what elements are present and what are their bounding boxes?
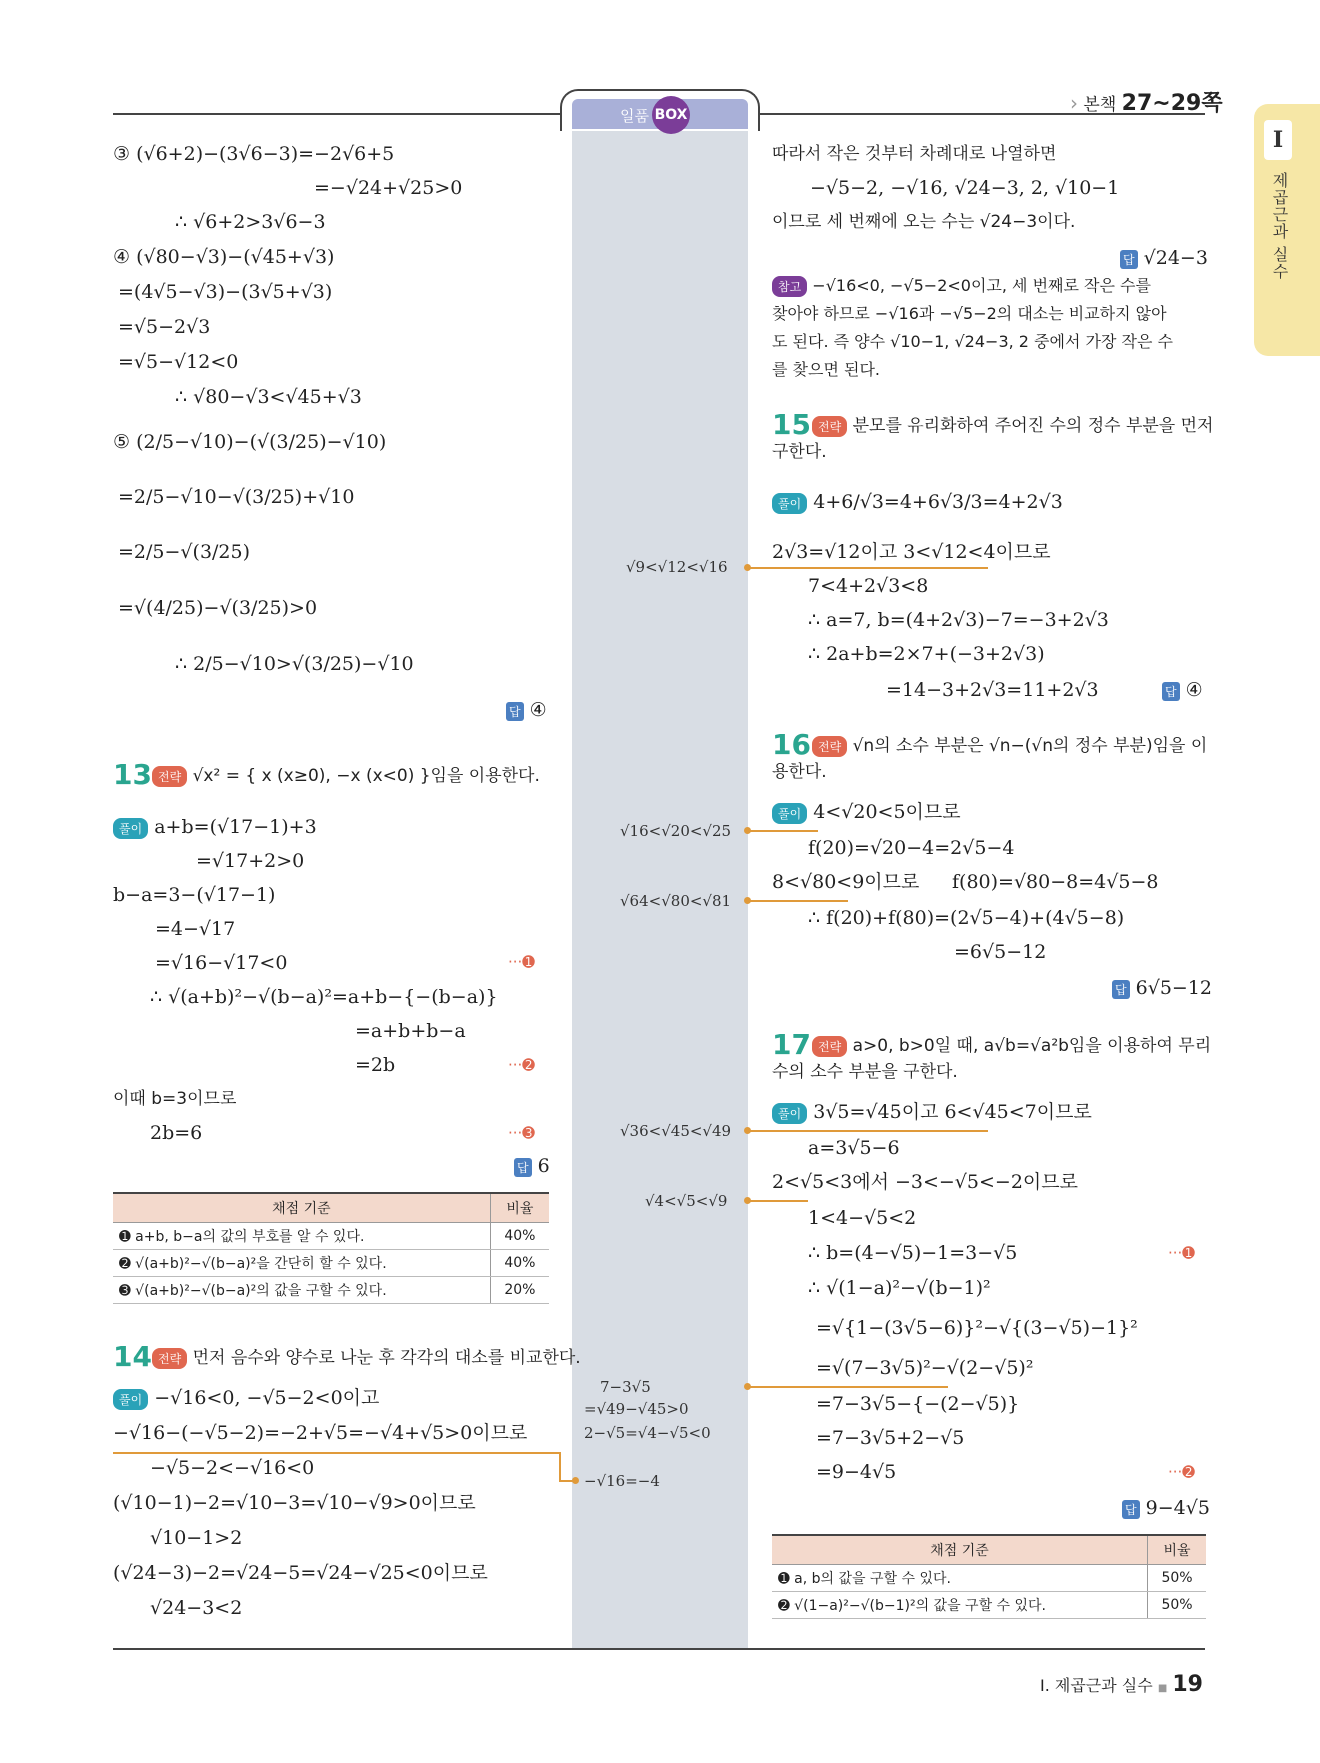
- connector-dot: [744, 827, 751, 834]
- answer-value: ④: [1185, 679, 1203, 701]
- ref-pages: 27~29쪽: [1121, 91, 1223, 116]
- solution-tag: 풀이: [772, 493, 807, 514]
- strategy-text: 수의 소수 부분을 구한다.: [772, 1062, 958, 1082]
- math-line: =−√24+√25>0: [314, 177, 463, 199]
- math-line: 7<4+2√3<8: [808, 575, 929, 597]
- math-line: =√17+2>0: [196, 850, 305, 872]
- step-marker: ···➊: [508, 953, 535, 971]
- solution-line: [113, 1386, 379, 1410]
- text-line: 따라서 작은 것부터 차례대로 나열하면: [772, 144, 1057, 164]
- table-cell: ➊ a, b의 값을 구할 수 있다.: [772, 1565, 1148, 1592]
- math-line: ∴ √80−√3<√45+√3: [175, 386, 362, 408]
- solution-line: [772, 490, 1063, 514]
- math-text: 4<√20<5이므로: [813, 801, 961, 823]
- strategy-tag: 전략: [812, 736, 847, 757]
- reference-line: [772, 274, 1151, 298]
- table-header: 채점 기준: [772, 1535, 1148, 1565]
- solution-tag: 풀이: [772, 1103, 807, 1124]
- strategy: [812, 414, 1213, 438]
- ref-text: 본책: [1083, 95, 1117, 115]
- math-line: =√{1−(3√5−6)}²−√{(3−√5)−1}²: [816, 1317, 1138, 1339]
- strategy-text: 분모를 유리화하여 주어진 수의 정수 부분을 먼저: [852, 416, 1214, 436]
- footer-separator: ■: [1157, 1683, 1168, 1694]
- table-cell: ➊ a+b, b−a의 값의 부호를 알 수 있다.: [113, 1223, 490, 1250]
- connector-dot: [744, 897, 751, 904]
- math-line: −√16−(−√5−2)=−2+√5=−√4+√5>0이므로: [113, 1422, 528, 1444]
- strategy-text: a>0, b>0일 때, a√b=√a²b임을 이용하여 무리: [852, 1036, 1212, 1056]
- chapter-title: 제곱근과 실수: [1270, 172, 1289, 281]
- math-line: =14−3+2√3=11+2√3: [886, 679, 1099, 701]
- connector-dot: [744, 1197, 751, 1204]
- strategy: [812, 1034, 1211, 1058]
- box-note: 7−3√5: [600, 1378, 651, 1396]
- problem-number: 15: [772, 408, 811, 441]
- math-line: ④ (√80−√3)−(√45+√3): [113, 246, 335, 268]
- table-header: 비율: [490, 1193, 549, 1223]
- table-header: 비율: [1148, 1535, 1206, 1565]
- table-cell: ➌ √(a+b)²−√(b−a)²의 값을 구할 수 있다.: [113, 1277, 490, 1304]
- math-line: ∴ √(1−a)²−√(b−1)²: [808, 1277, 991, 1299]
- answer: [1122, 1496, 1210, 1520]
- math-line: ∴ √6+2>3√6−3: [175, 211, 326, 233]
- strategy-text: 용한다.: [772, 762, 827, 782]
- table-cell: ➋ √(a+b)²−√(b−a)²을 간단히 할 수 있다.: [113, 1250, 490, 1277]
- reference-text: −√16<0, −√5−2<0이고, 세 번째로 작은 수를: [812, 276, 1151, 295]
- step-marker: ···➋: [508, 1056, 535, 1074]
- math-line: ∴ 2/5−√10>√(3/25)−√10: [175, 653, 414, 675]
- connector-line: [559, 1452, 561, 1482]
- answer: [506, 698, 547, 722]
- math-line: =9−4√5: [816, 1461, 897, 1483]
- answer: [1112, 976, 1212, 1000]
- math-line: =6√5−12: [954, 941, 1047, 963]
- connector-line: [748, 900, 848, 902]
- answer: [1120, 246, 1208, 270]
- math-line: ③ (√6+2)−(3√6−3)=−2√6+5: [113, 143, 395, 165]
- answer-value: 9−4√5: [1145, 1497, 1210, 1519]
- connector-line: [113, 1452, 561, 1454]
- math-text: 3√5=√45이고 6<√45<7이므로: [813, 1101, 1092, 1123]
- problem-number: 16: [772, 728, 811, 761]
- math-line: 8<√80<9이므로: [772, 871, 920, 893]
- problem-number: 17: [772, 1028, 811, 1061]
- box-note: −√16=−4: [584, 1472, 660, 1490]
- math-line: =(4√5−√3)−(3√5+√3): [118, 281, 333, 303]
- math-line: =2b: [355, 1054, 396, 1076]
- strategy-text: √x² = { x (x≥0), −x (x<0) }임을 이용한다.: [192, 766, 540, 786]
- text-line: 이므로 세 번째에 오는 수는 √24−3이다.: [772, 212, 1076, 232]
- math-text: a+b=(√17−1)+3: [154, 816, 317, 838]
- page-number: 19: [1172, 1672, 1203, 1697]
- answer-mark: 답: [1120, 250, 1138, 269]
- math-line: =7−3√5−{−(2−√5)}: [816, 1393, 1020, 1415]
- table-cell: 40%: [490, 1250, 549, 1277]
- math-line: 2b=6: [150, 1122, 203, 1144]
- math-line: =√16−√17<0: [155, 952, 288, 974]
- strategy: [152, 764, 540, 788]
- table-cell: 40%: [490, 1223, 549, 1250]
- math-line: −√5−2<−√16<0: [150, 1457, 315, 1479]
- answer-mark: 답: [1112, 980, 1130, 999]
- answer-value: √24−3: [1143, 247, 1208, 269]
- answer-value: ④: [529, 699, 547, 721]
- table-header: 채점 기준: [113, 1193, 490, 1223]
- math-text: 4+6/√3=4+6√3/3=4+2√3: [813, 491, 1063, 513]
- math-line: =√(7−3√5)²−√(2−√5)²: [816, 1357, 1034, 1379]
- box-note: √36<√45<√49: [620, 1122, 732, 1140]
- box-column: [572, 129, 748, 1649]
- step-marker: ···➋: [1168, 1463, 1195, 1481]
- reference-line: 찾아야 하므로 −√16과 −√5−2의 대소는 비교하지 않아: [772, 304, 1167, 323]
- answer-value: 6: [537, 1155, 550, 1177]
- box-note: √4<√5<√9: [645, 1192, 728, 1210]
- table-cell: ➋ √(1−a)²−√(b−1)²의 값을 구할 수 있다.: [772, 1592, 1148, 1619]
- solution-tag: 풀이: [113, 1389, 148, 1410]
- math-line: 2<√5<3에서 −3<−√5<−2이므로: [772, 1171, 1078, 1193]
- connector-line: [748, 1386, 948, 1388]
- math-line: 2√3=√12이고 3<√12<4이므로: [772, 541, 1051, 563]
- page-reference: [1070, 86, 1223, 117]
- math-line: ∴ f(20)+f(80)=(2√5−4)+(4√5−8): [808, 907, 1125, 929]
- box-note: √9<√12<√16: [626, 558, 728, 576]
- step-marker: ···➊: [1168, 1244, 1195, 1262]
- math-line: ⑤ (2/5−√10)−(√(3/25)−√10): [113, 431, 387, 453]
- math-line: =2/5−√10−√(3/25)+√10: [118, 486, 355, 508]
- math-line: =4−√17: [155, 918, 236, 940]
- chapter-number: I: [1264, 120, 1292, 160]
- problem-number: 13: [113, 758, 152, 791]
- footer: [1040, 1672, 1203, 1697]
- chevron-right-icon: ›: [1070, 91, 1078, 115]
- connector-line: [748, 567, 988, 569]
- math-line: ∴ 2a+b=2×7+(−3+2√3): [808, 643, 1045, 665]
- table-cell: 50%: [1148, 1565, 1206, 1592]
- solution-tag: 풀이: [113, 818, 148, 839]
- strategy-text: 구한다.: [772, 442, 827, 462]
- box-badge: BOX: [652, 96, 690, 134]
- reference-line: 도 된다. 즉 양수 √10−1, √24−3, 2 중에서 가장 작은 수: [772, 332, 1173, 351]
- table-row: [113, 1223, 549, 1250]
- math-line: f(20)=√20−4=2√5−4: [808, 837, 1015, 859]
- answer: [514, 1154, 550, 1178]
- strategy-tag: 전략: [812, 1036, 847, 1057]
- answer-mark: 답: [514, 1158, 532, 1177]
- footer-chapter: I. 제곱근과 실수: [1040, 1676, 1153, 1695]
- math-line: b−a=3−(√17−1): [113, 884, 276, 906]
- box-note: √64<√80<√81: [620, 892, 732, 910]
- connector-line: [748, 1130, 988, 1132]
- reference-line: 를 찾으면 된다.: [772, 360, 880, 379]
- math-line: f(80)=√80−8=4√5−8: [952, 871, 1159, 893]
- table-cell: 50%: [1148, 1592, 1206, 1619]
- table-row: [113, 1277, 549, 1304]
- math-line: √24−3<2: [150, 1597, 243, 1619]
- answer-mark: 답: [1162, 682, 1180, 701]
- math-line: √10−1>2: [150, 1527, 243, 1549]
- reference-tag: 참고: [772, 276, 807, 297]
- connector-dot: [744, 564, 751, 571]
- connector-line: [748, 1200, 808, 1202]
- solution-line: [772, 1100, 1092, 1124]
- grading-table: [772, 1534, 1206, 1619]
- math-line: (√24−3)−2=√24−5=√24−√25<0이므로: [113, 1562, 488, 1584]
- math-line: =√5−2√3: [118, 316, 211, 338]
- math-line: =√(4/25)−√(3/25)>0: [118, 597, 318, 619]
- grading-table: [113, 1192, 549, 1304]
- answer-mark: 답: [1122, 1500, 1140, 1519]
- math-line: (√10−1)−2=√10−3=√10−√9>0이므로: [113, 1492, 476, 1514]
- answer-mark: 답: [506, 702, 524, 721]
- strategy-tag: 전략: [152, 766, 187, 787]
- math-line: 1<4−√5<2: [808, 1207, 917, 1229]
- math-line: ∴ a=7, b=(4+2√3)−7=−3+2√3: [808, 609, 1109, 631]
- answer-value: 6√5−12: [1135, 977, 1213, 999]
- math-text: −√16<0, −√5−2<0이고: [154, 1387, 380, 1409]
- box-label: 일품: [620, 107, 649, 125]
- step-marker: ···➌: [508, 1124, 535, 1142]
- connector-dot: [744, 1383, 751, 1390]
- solution-line: [772, 800, 961, 824]
- table-row: [113, 1250, 549, 1277]
- table-cell: 20%: [490, 1277, 549, 1304]
- box-note: =√49−√45>0: [584, 1400, 689, 1418]
- solution-line: [113, 815, 317, 839]
- answer: [1162, 678, 1203, 702]
- table-row: [772, 1565, 1206, 1592]
- strategy: [812, 734, 1207, 758]
- math-line: =7−3√5+2−√5: [816, 1427, 965, 1449]
- box-note: √16<√20<√25: [620, 822, 732, 840]
- footer-rule: [113, 1648, 1205, 1650]
- box-note: 2−√5=√4−√5<0: [584, 1424, 711, 1442]
- strategy: [152, 1346, 581, 1370]
- solution-tag: 풀이: [772, 803, 807, 824]
- connector-dot: [744, 1127, 751, 1134]
- problem-number: 14: [113, 1340, 152, 1373]
- strategy-tag: 전략: [152, 1348, 187, 1369]
- strategy-text: 먼저 음수와 양수로 나눈 후 각각의 대소를 비교한다.: [192, 1348, 581, 1368]
- connector-dot: [572, 1477, 579, 1484]
- math-line: −√5−2, −√16, √24−3, 2, √10−1: [810, 177, 1120, 199]
- math-line: =a+b+b−a: [355, 1020, 466, 1042]
- math-line: =√5−√12<0: [118, 351, 239, 373]
- math-line: a=3√5−6: [808, 1137, 900, 1159]
- strategy-text: √n의 소수 부분은 √n−(√n의 정수 부분)임을 이: [852, 736, 1208, 756]
- table-row: [772, 1592, 1206, 1619]
- connector-line: [748, 830, 818, 832]
- strategy-tag: 전략: [812, 416, 847, 437]
- math-line: ∴ b=(4−√5)−1=3−√5: [808, 1242, 1018, 1264]
- text-line: 이때 b=3이므로: [113, 1089, 237, 1109]
- math-line: =2/5−√(3/25): [118, 541, 251, 563]
- math-line: ∴ √(a+b)²−√(b−a)²=a+b−{−(b−a)}: [150, 986, 498, 1008]
